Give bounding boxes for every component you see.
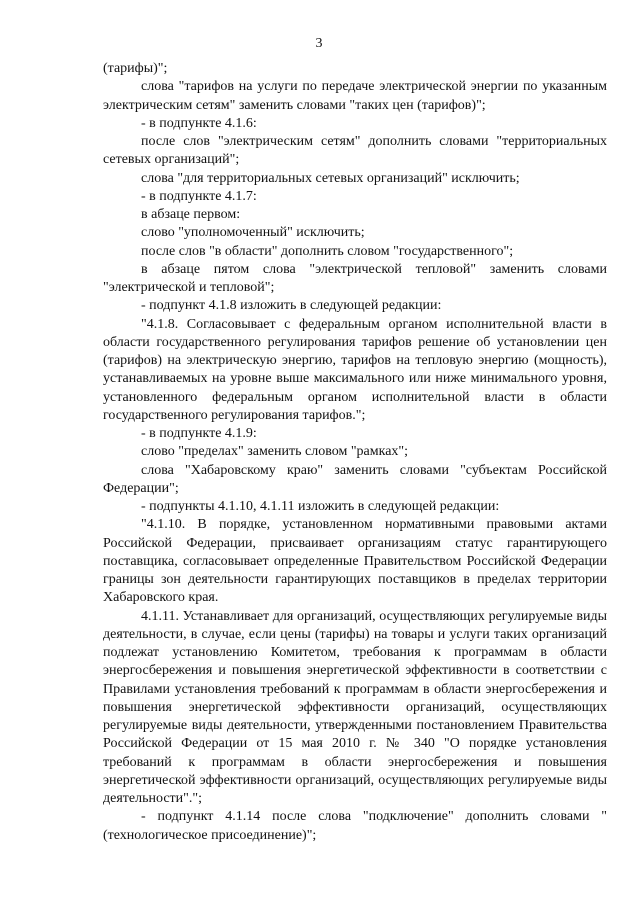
paragraph: (тарифы)"; (103, 61, 168, 76)
paragraph: слова "для территориальных сетевых организаций" исключить; (141, 170, 520, 186)
paragraph: - в подпункте 4.1.7: (141, 188, 257, 204)
paragraph: - подпункт 4.1.14 после слова "подключение" дополнить словами "(технологическое присоединение)"; (103, 809, 607, 843)
paragraph: слова "тарифов на услуги по передаче электрической энергии по указанным электрическим сетям" заменить словами "таких цен (тарифов)"; (103, 79, 607, 113)
paragraph: слово "пределах" заменить словом "рамках"; (141, 444, 409, 460)
page-number: 3 (315, 36, 323, 51)
paragraph: "4.1.10. В порядке, установленном нормативными правовыми актами Российской Федерации, присваивает организациям статус гарантирующего поставщика, согласовывает определенные Правительством Российской Федерации границы зон деятельности гарантирующих поставщиков в пределах территории Хабаровского края. (103, 517, 607, 606)
paragraph: - в подпункте 4.1.6: (141, 115, 257, 131)
paragraph: после слов "в области" дополнить словом "государственного"; (141, 243, 514, 259)
paragraph: слово "уполномоченный" исключить; (141, 225, 365, 241)
paragraph: в абзаце пятом слова "электрической тепловой" заменить словами "электрической и тепловой"; (103, 261, 607, 295)
paragraph: после слов "электрическим сетям" дополнить словами "территориальных сетевых организаций"; (103, 134, 607, 168)
document-body (103, 60, 607, 845)
paragraph: слова "Хабаровскому краю" заменить словами "субъектам Российской Федерации"; (103, 462, 607, 496)
paragraph: - подпункт 4.1.8 изложить в следующей редакции: (141, 298, 442, 314)
paragraph: 4.1.11. Устанавливает для организаций, осуществляющих регулируемые виды деятельности, в случае, если цены (тарифы) на товары и услуги таких организаций подлежат установлению Комитетом, требования к программам в области энергосбережения и повышения энергетической эффективности в соответствии с Правилами установления требований к программам в области энергосбережения и повышения энергетической эффективности организаций, осуществляющих регулируемые виды деятельности, утвержденными постановлением Правительства Российской Федерации от 15 мая 2010 г. № 340 "О порядке установления требований к программам в области энергосбережения и повышения энергетической эффективности организаций, осуществляющих регулируемые виды деятельности"."; (103, 608, 607, 806)
paragraph: "4.1.8. Согласовывает с федеральным органом исполнительной власти в области государственного регулирования тарифов решение об установлении цен (тарифов) на электрическую энергию, тарифов на тепловую энергию (мощность), устанавливаемых на уровне выше максимального или ниже минимального уровня, установленного федеральным органом исполнительной власти в области государственного регулирования тарифов."; (103, 316, 607, 423)
paragraph: в абзаце первом: (141, 207, 241, 222)
paragraph: - подпункты 4.1.10, 4.1.11 изложить в следующей редакции: (141, 499, 500, 514)
paragraph: - в подпункте 4.1.9: (141, 426, 257, 441)
